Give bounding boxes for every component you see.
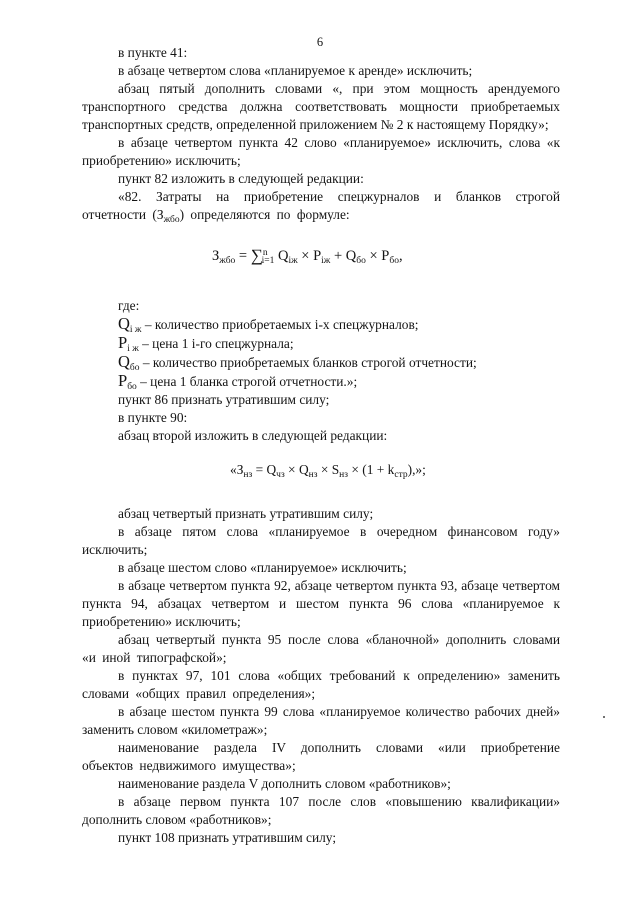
- definition-item: [82, 353, 560, 372]
- subscript: бо: [129, 363, 140, 373]
- paragraph: в абзаце четвертом пункта 92, абзаце четвертом пункта 93, абзаце четвертом пункта 94, абзацах четвертом и шестом пункта 96 слова «планируемое к приобретению» исключить;: [82, 578, 560, 629]
- paragraph: в пунктах 97, 101 слова «общих требований к определению» заменить словами «общих правил определения»;: [82, 668, 560, 701]
- paragraph: наименование раздела V дополнить словом «работников»;: [118, 776, 451, 791]
- definition-item: [82, 372, 560, 391]
- paragraph-text: ) определяются по формуле:: [179, 207, 350, 222]
- subscript: i ж: [127, 344, 139, 354]
- paragraph: в абзаце шестом слово «планируемое» исключить;: [118, 560, 407, 575]
- paragraph: в абзаце первом пункта 107 после слов «повышению квалификации» дополнить словом «работников»;: [82, 794, 560, 827]
- paragraph: пункт 82 изложить в следующей редакции:: [118, 171, 364, 186]
- paragraph: [82, 188, 560, 224]
- definition-text: – количество приобретаемых i-х спецжурналов;: [141, 317, 419, 332]
- formula-zatrat-zhbo: $З_{жбо} = \sum^n_{i=1}$ $Q_{iж} \times P_{iж} + Q_{бо} \times P_{бо}$,: [212, 246, 403, 266]
- paragraph: в пункте 90:: [118, 410, 188, 425]
- paragraph: в абзаце пятом слова «планируемое в очередном финансовом году» исключить;: [82, 524, 560, 557]
- paragraph: в абзаце четвертом пункта 42 слово «планируемое» исключить, слова «к приобретению» исключить;: [82, 135, 560, 168]
- definition-text: – цена 1 бланка строгой отчетности.»;: [136, 374, 358, 389]
- symbol: P: [118, 371, 128, 390]
- paragraph: наименование раздела IV дополнить словами «или приобретение объектов недвижимого имущества»;: [82, 740, 560, 773]
- paragraph: абзац второй изложить в следующей редакции:: [118, 428, 388, 443]
- definition-text: – количество приобретаемых бланков строгой отчетности;: [139, 355, 477, 370]
- subscript: жбо: [163, 215, 180, 225]
- paragraph: в абзаце четвертом слова «планируемое к аренде» исключить;: [118, 63, 473, 78]
- scan-speck: [603, 716, 605, 718]
- paragraph: пункт 108 признать утратившим силу;: [118, 830, 337, 845]
- paragraph: в абзаце шестом пункта 99 слова «планируемое количество рабочих дней» заменить словом «километраж»;: [82, 704, 560, 737]
- symbol: Q: [118, 314, 130, 333]
- paragraph: абзац пятый дополнить словами «, при этом мощность арендуемого транспортного средства должна соответствовать мощности приобретаемых транспортных средств, определенной приложением № 2 к настоящему Порядку»;: [82, 81, 560, 132]
- definition-text: – цена 1 i-го спецжурнала;: [138, 336, 294, 351]
- paragraph-text: «82. Затраты на приобретение спецжурналов и бланков строгой отчетности (З: [82, 189, 560, 222]
- page-number: 6: [316, 35, 324, 49]
- subscript: i ж: [129, 325, 142, 335]
- paragraph: абзац четвертый признать утратившим силу;: [118, 506, 374, 521]
- definition-item: [82, 315, 560, 334]
- symbol: P: [118, 333, 128, 352]
- paragraph: в пункте 41:: [118, 45, 188, 60]
- document-body: [82, 44, 560, 847]
- paragraph: абзац четвертый пункта 95 после слова «бланочной» дополнить словами «и иной типографской»;: [82, 632, 560, 665]
- paragraph: пункт 86 признать утратившим силу;: [118, 392, 330, 407]
- paragraph: где:: [118, 298, 140, 313]
- symbol: Q: [118, 352, 130, 371]
- definition-item: [82, 334, 560, 353]
- formula-zatrat-nz: «$З_{нз} = Q_{чз} \times Q_{нз} \times S_{нз} \times (1 + k_{стр})$,»;: [230, 462, 426, 480]
- subscript: бо: [127, 382, 137, 392]
